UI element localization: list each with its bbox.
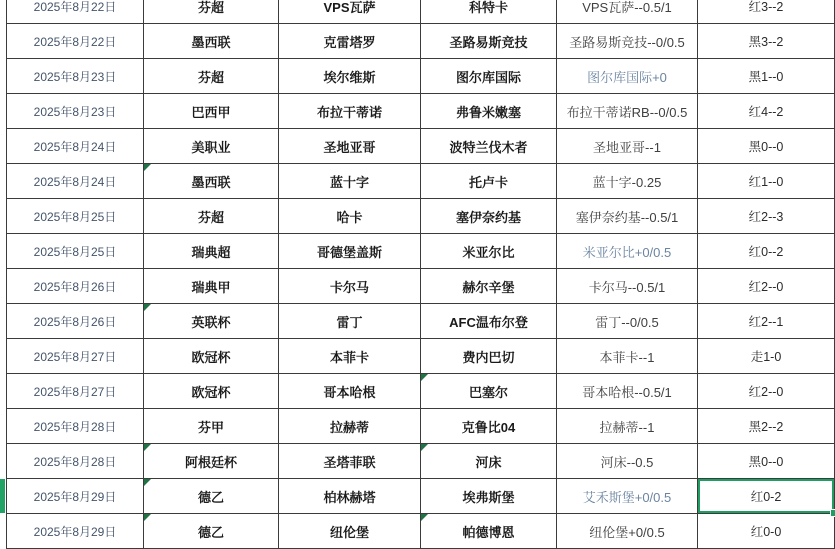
table-row bbox=[7, 339, 835, 374]
table-row bbox=[7, 444, 835, 479]
date-cell[interactable]: 2025年8月29日 bbox=[7, 514, 144, 549]
date-cell[interactable]: 2025年8月23日 bbox=[7, 59, 144, 94]
matches-table bbox=[6, 0, 835, 549]
date-cell[interactable]: 2025年8月28日 bbox=[7, 409, 144, 444]
away-team-cell[interactable]: AFC温布尔登 bbox=[421, 304, 557, 339]
home-team-cell[interactable]: 卡尔马 bbox=[279, 269, 421, 304]
handicap-cell[interactable]: VPS瓦萨--0.5/1 bbox=[557, 0, 698, 24]
away-team-cell[interactable]: 米亚尔比 bbox=[421, 234, 557, 269]
table-row bbox=[7, 199, 835, 234]
away-team-cell[interactable]: 圣路易斯竞技 bbox=[421, 24, 557, 59]
home-team-cell[interactable]: 克雷塔罗 bbox=[279, 24, 421, 59]
away-team-cell[interactable]: 帕德博恩 bbox=[421, 514, 557, 549]
away-team-cell[interactable]: 赫尔辛堡 bbox=[421, 269, 557, 304]
handicap-cell[interactable]: 本菲卡--1 bbox=[557, 339, 698, 374]
date-cell[interactable]: 2025年8月23日 bbox=[7, 94, 144, 129]
league-cell[interactable]: 墨西联 bbox=[144, 164, 279, 199]
away-team-cell[interactable]: 河床 bbox=[421, 444, 557, 479]
result-cell[interactable]: 红2--1 bbox=[698, 304, 835, 339]
table-row bbox=[7, 269, 835, 304]
handicap-cell[interactable]: 圣地亚哥--1 bbox=[557, 129, 698, 164]
result-cell[interactable]: 黑0--0 bbox=[698, 129, 835, 164]
table-row bbox=[7, 409, 835, 444]
home-team-cell[interactable]: 拉赫蒂 bbox=[279, 409, 421, 444]
result-cell[interactable]: 红4--2 bbox=[698, 94, 835, 129]
away-team-cell[interactable]: 托卢卡 bbox=[421, 164, 557, 199]
away-team-cell[interactable]: 费内巴切 bbox=[421, 339, 557, 374]
away-team-cell[interactable]: 塞伊奈约基 bbox=[421, 199, 557, 234]
error-flag-icon bbox=[421, 444, 428, 451]
home-team-cell[interactable]: 本菲卡 bbox=[279, 339, 421, 374]
league-cell[interactable]: 英联杯 bbox=[144, 304, 279, 339]
date-cell[interactable]: 2025年8月26日 bbox=[7, 304, 144, 339]
result-cell[interactable]: 红0-2 bbox=[698, 479, 835, 514]
table-row bbox=[7, 514, 835, 549]
handicap-cell[interactable]: 艾禾斯堡+0/0.5 bbox=[557, 479, 698, 514]
table-row bbox=[7, 234, 835, 269]
home-team-cell[interactable]: 埃尔维斯 bbox=[279, 59, 421, 94]
date-cell[interactable]: 2025年8月29日 bbox=[7, 479, 144, 514]
table-row bbox=[7, 24, 835, 59]
date-cell[interactable]: 2025年8月22日 bbox=[7, 0, 144, 24]
home-team-cell[interactable]: 柏林赫塔 bbox=[279, 479, 421, 514]
result-cell[interactable]: 红2--0 bbox=[698, 374, 835, 409]
league-cell[interactable]: 巴西甲 bbox=[144, 94, 279, 129]
league-cell[interactable]: 瑞典超 bbox=[144, 234, 279, 269]
date-cell[interactable]: 2025年8月28日 bbox=[7, 444, 144, 479]
league-cell[interactable]: 芬超 bbox=[144, 199, 279, 234]
home-team-cell[interactable]: 圣塔菲联 bbox=[279, 444, 421, 479]
result-cell[interactable]: 红0-0 bbox=[698, 514, 835, 549]
league-cell[interactable]: 德乙 bbox=[144, 514, 279, 549]
home-team-cell[interactable]: VPS瓦萨 bbox=[279, 0, 421, 24]
handicap-cell[interactable]: 蓝十字-0.25 bbox=[557, 164, 698, 199]
handicap-cell[interactable]: 塞伊奈约基--0.5/1 bbox=[557, 199, 698, 234]
away-team-cell[interactable]: 弗鲁米嫩塞 bbox=[421, 94, 557, 129]
table-row bbox=[7, 374, 835, 409]
home-team-cell[interactable]: 布拉干蒂诺 bbox=[279, 94, 421, 129]
league-cell[interactable]: 芬超 bbox=[144, 59, 279, 94]
result-cell[interactable]: 红1--0 bbox=[698, 164, 835, 199]
table-row bbox=[7, 479, 835, 514]
league-cell[interactable]: 欧冠杯 bbox=[144, 339, 279, 374]
date-cell[interactable]: 2025年8月22日 bbox=[7, 24, 144, 59]
result-cell[interactable]: 红3--2 bbox=[698, 0, 835, 24]
handicap-cell[interactable]: 圣路易斯竞技--0/0.5 bbox=[557, 24, 698, 59]
league-cell[interactable]: 墨西联 bbox=[144, 24, 279, 59]
error-flag-icon bbox=[144, 479, 151, 486]
handicap-cell[interactable]: 河床--0.5 bbox=[557, 444, 698, 479]
result-cell[interactable]: 红2--3 bbox=[698, 199, 835, 234]
table-row bbox=[7, 129, 835, 164]
result-cell[interactable]: 黑1--0 bbox=[698, 59, 835, 94]
result-cell[interactable]: 走1-0 bbox=[698, 339, 835, 374]
league-cell[interactable]: 美职业 bbox=[144, 129, 279, 164]
handicap-cell[interactable]: 布拉干蒂诺RB--0/0.5 bbox=[557, 94, 698, 129]
handicap-cell[interactable]: 拉赫蒂--1 bbox=[557, 409, 698, 444]
error-flag-icon bbox=[144, 444, 151, 451]
table-row bbox=[7, 0, 835, 24]
handicap-cell[interactable]: 雷丁--0/0.5 bbox=[557, 304, 698, 339]
home-team-cell[interactable]: 哈卡 bbox=[279, 199, 421, 234]
table-row bbox=[7, 304, 835, 339]
away-team-cell[interactable]: 巴塞尔 bbox=[421, 374, 557, 409]
result-cell[interactable]: 红2--0 bbox=[698, 269, 835, 304]
handicap-cell[interactable]: 卡尔马--0.5/1 bbox=[557, 269, 698, 304]
home-team-cell[interactable]: 圣地亚哥 bbox=[279, 129, 421, 164]
result-cell[interactable]: 黑2--2 bbox=[698, 409, 835, 444]
home-team-cell[interactable]: 纽伦堡 bbox=[279, 514, 421, 549]
league-cell[interactable]: 芬超 bbox=[144, 0, 279, 24]
error-flag-icon bbox=[144, 514, 151, 521]
selection-fill-handle[interactable] bbox=[830, 509, 835, 517]
result-cell[interactable]: 黑0--0 bbox=[698, 444, 835, 479]
date-cell[interactable]: 2025年8月25日 bbox=[7, 199, 144, 234]
home-team-cell[interactable]: 哥德堡盖斯 bbox=[279, 234, 421, 269]
handicap-cell[interactable]: 哥本哈根--0.5/1 bbox=[557, 374, 698, 409]
away-team-cell[interactable]: 克鲁比04 bbox=[421, 409, 557, 444]
date-cell[interactable]: 2025年8月27日 bbox=[7, 374, 144, 409]
handicap-cell[interactable]: 图尔库国际+0 bbox=[557, 59, 698, 94]
league-cell[interactable]: 欧冠杯 bbox=[144, 374, 279, 409]
error-flag-icon bbox=[421, 374, 428, 381]
away-team-cell[interactable]: 埃弗斯堡 bbox=[421, 479, 557, 514]
league-cell[interactable]: 阿根廷杯 bbox=[144, 444, 279, 479]
league-cell[interactable]: 德乙 bbox=[144, 479, 279, 514]
away-team-cell[interactable]: 图尔库国际 bbox=[421, 59, 557, 94]
result-cell[interactable]: 黑3--2 bbox=[698, 24, 835, 59]
error-flag-icon bbox=[421, 514, 428, 521]
date-cell[interactable]: 2025年8月27日 bbox=[7, 339, 144, 374]
date-cell[interactable]: 2025年8月24日 bbox=[7, 164, 144, 199]
date-cell[interactable]: 2025年8月25日 bbox=[7, 234, 144, 269]
handicap-cell[interactable]: 米亚尔比+0/0.5 bbox=[557, 234, 698, 269]
away-team-cell[interactable]: 波特兰伐木者 bbox=[421, 129, 557, 164]
home-team-cell[interactable]: 蓝十字 bbox=[279, 164, 421, 199]
home-team-cell[interactable]: 哥本哈根 bbox=[279, 374, 421, 409]
selected-row-header-accent bbox=[0, 479, 5, 513]
home-team-cell[interactable]: 雷丁 bbox=[279, 304, 421, 339]
error-flag-icon bbox=[144, 164, 151, 171]
date-cell[interactable]: 2025年8月26日 bbox=[7, 269, 144, 304]
table-row bbox=[7, 59, 835, 94]
table-row bbox=[7, 164, 835, 199]
error-flag-icon bbox=[144, 304, 151, 311]
result-cell[interactable]: 红0--2 bbox=[698, 234, 835, 269]
away-team-cell[interactable]: 科特卡 bbox=[421, 0, 557, 24]
table-row bbox=[7, 94, 835, 129]
handicap-cell[interactable]: 纽伦堡+0/0.5 bbox=[557, 514, 698, 549]
league-cell[interactable]: 瑞典甲 bbox=[144, 269, 279, 304]
league-cell[interactable]: 芬甲 bbox=[144, 409, 279, 444]
date-cell[interactable]: 2025年8月24日 bbox=[7, 129, 144, 164]
